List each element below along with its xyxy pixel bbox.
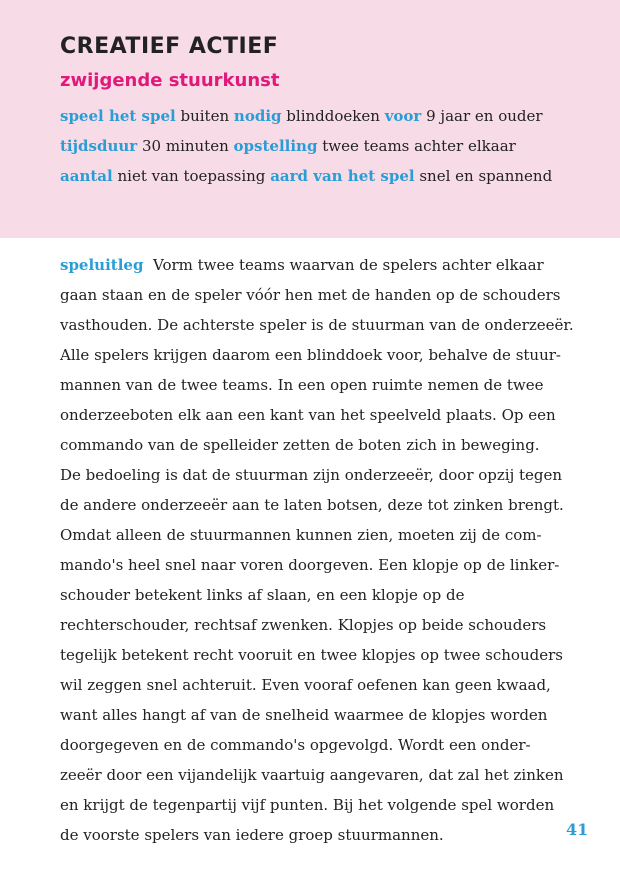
meta-value: snel en spannend bbox=[419, 167, 553, 185]
meta-label: voor bbox=[384, 107, 422, 125]
meta-label: aantal bbox=[60, 167, 113, 185]
body-line: want alles hangt af van de snelheid waarmee de klopjes worden bbox=[60, 706, 548, 724]
body-line: mannen van de twee teams. In een open ruimte nemen de twee bbox=[60, 376, 544, 394]
meta-value: buiten bbox=[180, 107, 230, 125]
body-line: vasthouden. De achterste speler is de stuurman van de onderzeeër. bbox=[60, 316, 574, 334]
meta-value: 30 minuten bbox=[141, 137, 229, 155]
body-line: commando van de spelleider zetten de boten zich in beweging. bbox=[60, 436, 540, 454]
meta-label: tijdsduur bbox=[60, 137, 138, 155]
body-line bbox=[60, 250, 560, 280]
meta-row bbox=[60, 101, 580, 131]
page-number: 41 bbox=[566, 820, 589, 839]
body-line: De bedoeling is dat de stuurman zijn onderzeeër, door opzij tegen bbox=[60, 466, 563, 484]
meta-label: speel het spel bbox=[60, 107, 176, 125]
body-line: de andere onderzeeër aan te laten botsen, deze tot zinken brengt. bbox=[60, 496, 564, 514]
meta-label: nodig bbox=[233, 107, 282, 125]
body-line: wil zeggen snel achteruit. Even vooraf oefenen kan geen kwaad, bbox=[60, 676, 551, 694]
body-line: Alle spelers krijgen daarom een blinddoek voor, behalve de stuur- bbox=[60, 346, 561, 364]
meta-value: blinddoeken bbox=[286, 107, 380, 125]
meta-value: niet van toepassing bbox=[117, 167, 266, 185]
body-line: rechterschouder, rechtsaf zwenken. Klopjes op beide schouders bbox=[60, 616, 547, 634]
body-line: de voorste spelers van iedere groep stuurmannen. bbox=[60, 826, 444, 844]
page-title: CREATIEF ACTIEF bbox=[60, 34, 279, 59]
body-line: zeeër door een vijandelijk vaartuig aangevaren, dat zal het zinken bbox=[60, 766, 564, 784]
meta-label: aard van het spel bbox=[270, 167, 415, 185]
meta-row bbox=[60, 161, 580, 191]
game-explanation bbox=[60, 250, 574, 850]
body-line: Omdat alleen de stuurmannen kunnen zien, moeten zij de com- bbox=[60, 526, 542, 544]
body-line: tegelijk betekent recht vooruit en twee klopjes op twee schouders bbox=[60, 646, 563, 664]
body-line: doorgegeven en de commando's opgevolgd. Wordt een onder- bbox=[60, 736, 531, 754]
section-lead: speluitleg bbox=[60, 256, 144, 274]
body-line-text: Vorm twee teams waarvan de spelers achter elkaar bbox=[152, 256, 544, 274]
header-panel bbox=[0, 0, 620, 238]
meta-row bbox=[60, 131, 580, 161]
game-subtitle: zwijgende stuurkunst bbox=[60, 70, 280, 91]
body-line: schouder betekent links af slaan, en een klopje op de bbox=[60, 586, 465, 604]
game-meta bbox=[60, 101, 580, 191]
meta-label: opstelling bbox=[233, 137, 318, 155]
meta-value: twee teams achter elkaar bbox=[322, 137, 516, 155]
body-line: onderzeeboten elk aan een kant van het speelveld plaats. Op een bbox=[60, 406, 556, 424]
meta-value: 9 jaar en ouder bbox=[426, 107, 543, 125]
body-line: gaan staan en de speler vóór hen met de handen op de schouders bbox=[60, 286, 561, 304]
body-line: mando's heel snel naar voren doorgeven. Een klopje op de linker- bbox=[60, 556, 560, 574]
body-line: en krijgt de tegenpartij vijf punten. Bij het volgende spel worden bbox=[60, 796, 555, 814]
